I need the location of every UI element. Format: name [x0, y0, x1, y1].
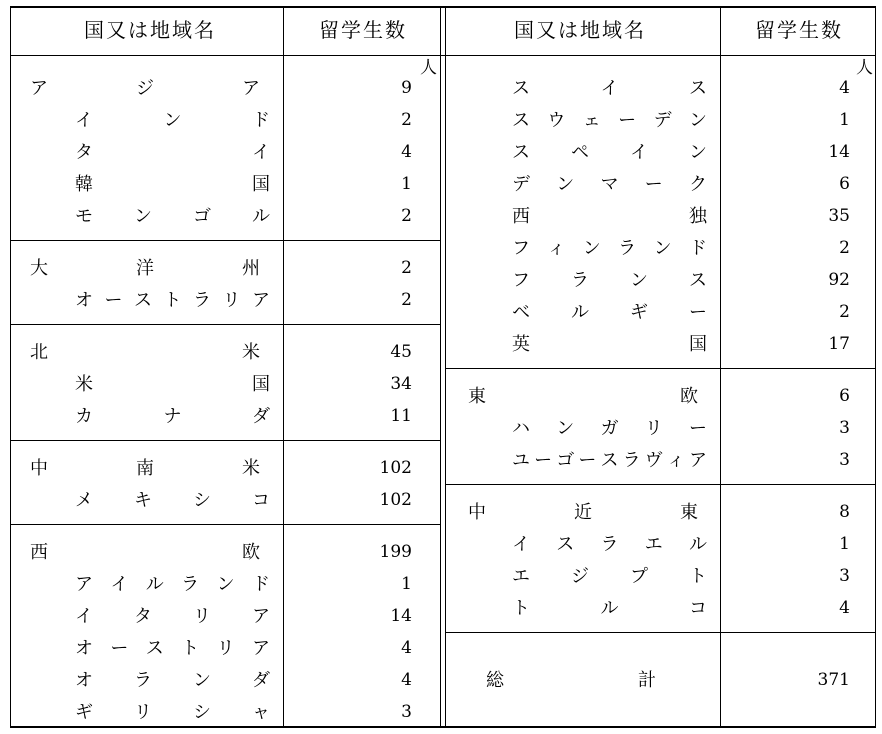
country-name: デ ン マ ー ク [512, 174, 707, 195]
country-count: 14 [390, 606, 412, 626]
total-separator [446, 632, 876, 633]
grand-total-label: 総 計 [486, 670, 656, 691]
table-border-bottom [10, 726, 876, 728]
country-name: イ タ リ ア [75, 606, 270, 627]
country-name: 西 独 [512, 206, 707, 227]
country-name: タ イ [75, 142, 270, 163]
group-separator [446, 368, 876, 369]
region-name: 北 米 [30, 342, 260, 363]
center-double-rule-b [445, 6, 446, 728]
country-count: 4 [401, 670, 412, 690]
country-name: ス ペ イ ン [512, 142, 707, 163]
header-count-right: 留学生数 [755, 18, 843, 42]
country-name: オ ー ス ト リ ア [75, 638, 270, 659]
header-country-right: 国又は地域名 [514, 18, 646, 42]
country-count: 1 [839, 534, 850, 554]
region-name: 中 南 米 [30, 458, 260, 479]
country-count: 2 [401, 110, 412, 130]
country-name: イ ン ド [75, 110, 270, 131]
group-separator [10, 440, 440, 441]
region-name: 西 欧 [30, 542, 260, 563]
region-total: 2 [401, 258, 412, 278]
country-count: 3 [839, 450, 850, 470]
country-count: 1 [839, 110, 850, 130]
country-count: 11 [390, 406, 412, 426]
country-name: ス イ ス [512, 78, 707, 99]
grand-total-value: 371 [817, 670, 850, 690]
country-name: フ ラ ン ス [512, 270, 707, 291]
country-name: フ ィ ン ラ ン ド [512, 238, 707, 259]
country-name: ベ ル ギ ー [512, 302, 707, 323]
country-name: ト ル コ [512, 598, 707, 619]
unit-label-right: 人 [856, 58, 873, 78]
region-name: ア ジ ア [30, 78, 260, 99]
header-rule [10, 55, 876, 56]
group-separator [10, 524, 440, 525]
region-total: 9 [401, 78, 412, 98]
country-count: 1 [401, 574, 412, 594]
unit-label-left: 人 [420, 58, 437, 78]
country-count: 92 [828, 270, 850, 290]
country-count: 102 [379, 490, 412, 510]
header-count-left: 留学生数 [319, 18, 407, 42]
group-separator [10, 240, 440, 241]
country-count: 2 [401, 206, 412, 226]
left-column-divider [283, 6, 284, 728]
country-count: 14 [828, 142, 850, 162]
country-name: カ ナ ダ [75, 406, 270, 427]
table-border-top [10, 6, 876, 8]
region-total: 102 [379, 458, 412, 478]
table-border-left [10, 6, 11, 728]
country-name: 韓 国 [75, 174, 270, 195]
country-name: メ キ シ コ [75, 490, 270, 511]
country-name: オ ラ ン ダ [75, 670, 270, 691]
country-count: 4 [401, 638, 412, 658]
region-total: 199 [379, 542, 412, 562]
country-count: 2 [839, 302, 850, 322]
country-count: 34 [390, 374, 412, 394]
right-column-divider [720, 6, 721, 728]
country-count: 2 [839, 238, 850, 258]
country-count: 3 [401, 702, 412, 722]
country-count: 2 [401, 290, 412, 310]
country-name: イ ス ラ エ ル [512, 534, 707, 555]
country-name: ハ ン ガ リ ー [512, 418, 707, 439]
country-count: 35 [828, 206, 850, 226]
country-count: 6 [839, 174, 850, 194]
country-count: 4 [839, 78, 850, 98]
country-name: 英 国 [512, 334, 707, 355]
center-double-rule-a [440, 6, 441, 728]
group-separator [10, 324, 440, 325]
region-total: 45 [390, 342, 412, 362]
country-name: オ ー ス ト ラ リ ア [75, 290, 270, 311]
country-count: 4 [839, 598, 850, 618]
country-name: ア イ ル ラ ン ド [75, 574, 270, 595]
country-name: エ ジ プ ト [512, 566, 707, 587]
table-border-right [875, 6, 876, 728]
country-count: 17 [828, 334, 850, 354]
header-country-left: 国又は地域名 [84, 18, 216, 42]
country-count: 1 [401, 174, 412, 194]
country-count: 3 [839, 418, 850, 438]
region-total: 6 [839, 386, 850, 406]
region-name: 東 欧 [468, 386, 698, 407]
country-name: ス ウ ェ ー デ ン [512, 110, 707, 131]
country-count: 4 [401, 142, 412, 162]
country-name: 米 国 [75, 374, 270, 395]
country-name: モ ン ゴ ル [75, 206, 270, 227]
region-name: 中 近 東 [468, 502, 698, 523]
country-name: ギ リ シ ャ [75, 702, 270, 723]
group-separator [446, 484, 876, 485]
country-count: 3 [839, 566, 850, 586]
region-total: 8 [839, 502, 850, 522]
region-name: 大 洋 州 [30, 258, 260, 279]
country-name: ユ ー ゴ ー ス ラ ヴ ィ ア [512, 450, 707, 471]
